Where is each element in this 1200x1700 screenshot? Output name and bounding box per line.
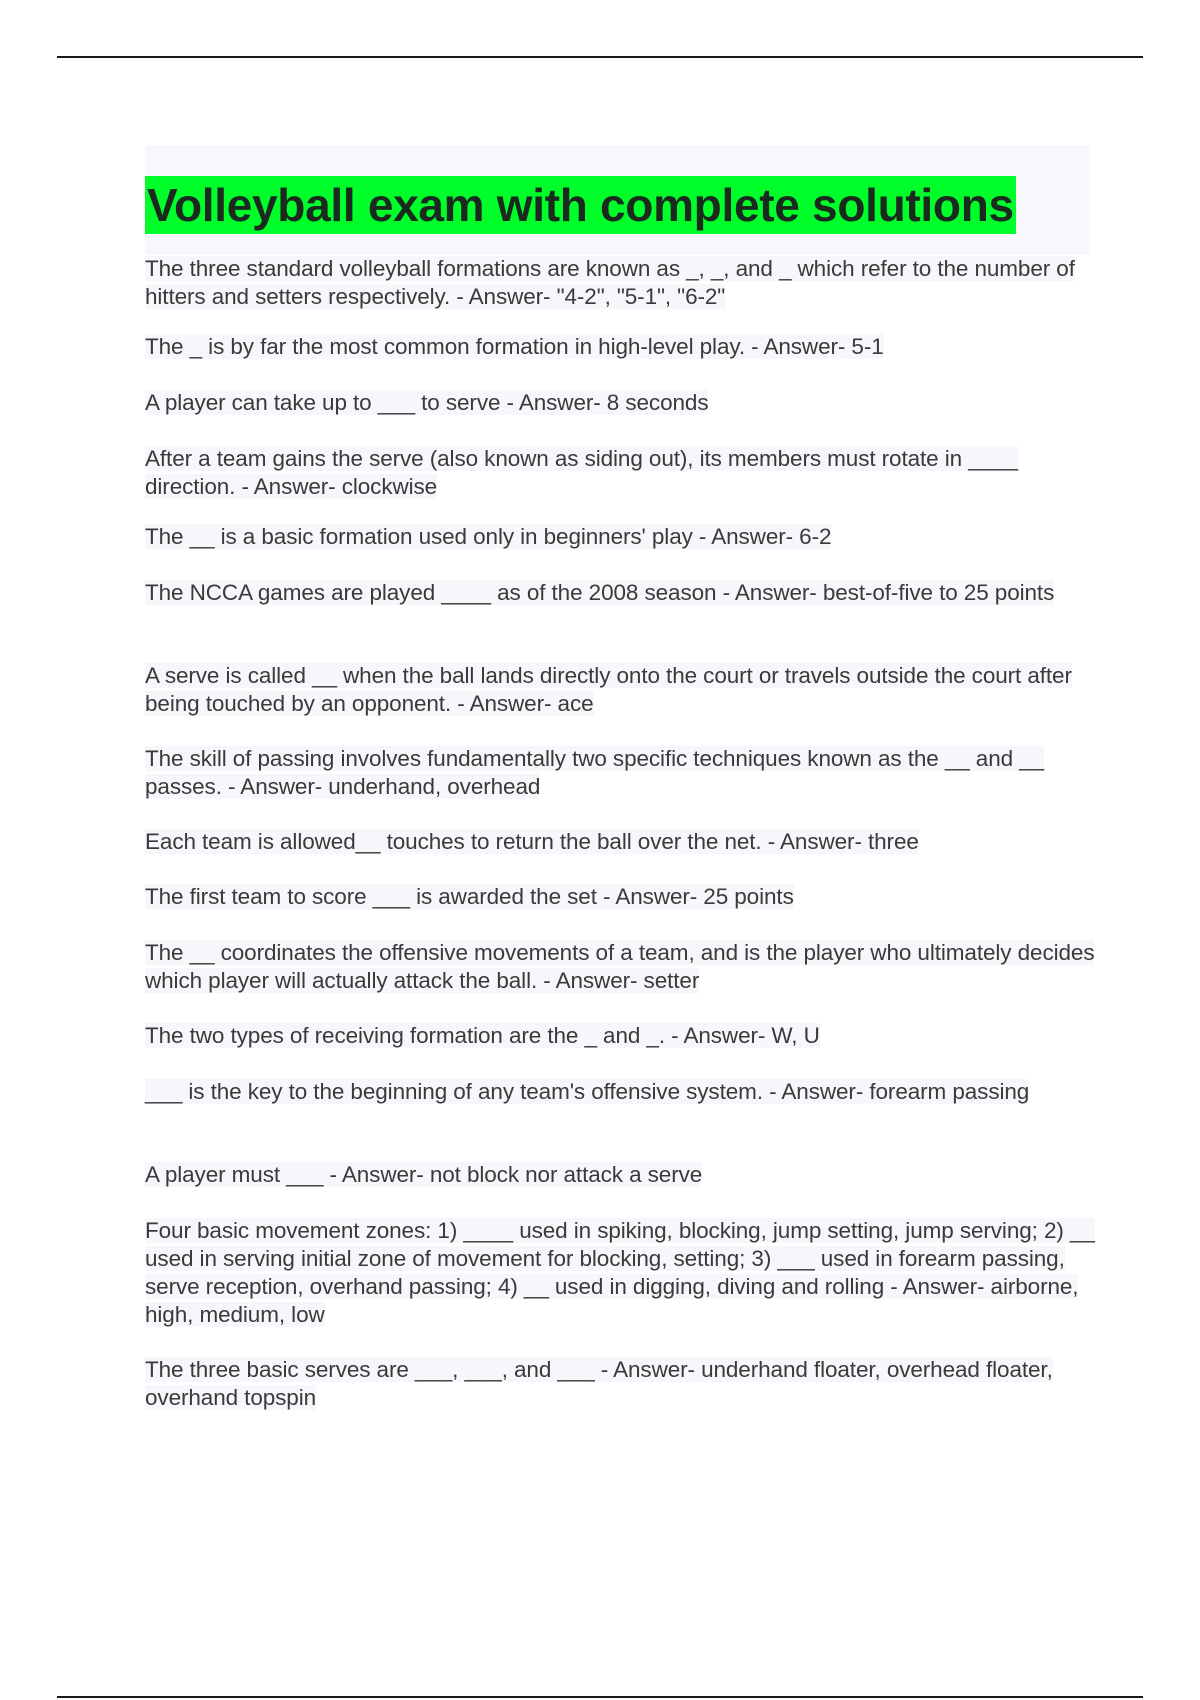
question-text: The two types of receiving formation are the _ and _. - Answer- W, U bbox=[145, 1023, 820, 1048]
question-text: The three basic serves are ___, ___, and ___ - Answer- underhand floater, overhead floater, overhand topspin bbox=[145, 1357, 1053, 1410]
question-item bbox=[145, 828, 1095, 856]
question-item bbox=[145, 523, 1095, 551]
question-text: ___ is the key to the beginning of any team's offensive system. - Answer- forearm passing bbox=[145, 1079, 1030, 1104]
question-text: A player can take up to ___ to serve - Answer- 8 seconds bbox=[145, 390, 709, 415]
question-text: The __ coordinates the offensive movements of a team, and is the player who ultimately decides which player will actually attack the ball. - Answer- setter bbox=[145, 940, 1095, 993]
question-item bbox=[145, 1356, 1095, 1412]
question-text: The __ is a basic formation used only in beginners' play - Answer- 6-2 bbox=[145, 524, 832, 549]
question-text: A serve is called __ when the ball lands directly onto the court or travels outside the court after being touched by an opponent. - Answer- ace bbox=[145, 663, 1072, 716]
question-item bbox=[145, 1078, 1095, 1134]
question-item bbox=[145, 1217, 1095, 1329]
question-item bbox=[145, 333, 1095, 361]
question-text: Four basic movement zones: 1) ____ used in spiking, blocking, jump setting, jump serving; 2) __ used in serving initial zone of movement for blocking, setting; 3) ___ used in forearm passing, serve reception, overhand passing; 4) __ used in digging, diving and rolling - Answer- airborne, high, medium, low bbox=[145, 1218, 1095, 1327]
question-text: The three standard volleyball formations are known as _, _, and _ which refer to the number of hitters and setters respectively. - Answer- "4-2", "5-1", "6-2" bbox=[145, 256, 1075, 309]
question-text: The NCCA games are played ____ as of the 2008 season - Answer- best-of-five to 25 points bbox=[145, 580, 1055, 605]
question-item bbox=[145, 445, 1095, 501]
question-text: A player must ___ - Answer- not block nor attack a serve bbox=[145, 1162, 703, 1187]
question-item bbox=[145, 883, 1095, 911]
question-item bbox=[145, 389, 1095, 417]
question-text: The skill of passing involves fundamentally two specific techniques known as the __ and __ passes. - Answer- underhand, overhead bbox=[145, 746, 1045, 799]
question-text: The _ is by far the most common formation in high-level play. - Answer- 5-1 bbox=[145, 334, 884, 359]
header-rule bbox=[57, 56, 1143, 58]
footer-rule bbox=[57, 1696, 1143, 1698]
question-text: The first team to score ___ is awarded the set - Answer- 25 points bbox=[145, 884, 794, 909]
question-text: Each team is allowed__ touches to return the ball over the net. - Answer- three bbox=[145, 829, 919, 854]
document-title: Volleyball exam with complete solutions bbox=[145, 176, 1016, 234]
question-item bbox=[145, 939, 1095, 995]
question-item bbox=[145, 1161, 1095, 1189]
question-list bbox=[145, 255, 1095, 1412]
question-item bbox=[145, 745, 1095, 801]
question-item bbox=[145, 255, 1095, 311]
question-item bbox=[145, 1022, 1095, 1050]
question-text: After a team gains the serve (also known as siding out), its members must rotate in ____ direction. - Answer- clockwise bbox=[145, 446, 1018, 499]
question-item bbox=[145, 662, 1095, 718]
question-item bbox=[145, 579, 1095, 635]
